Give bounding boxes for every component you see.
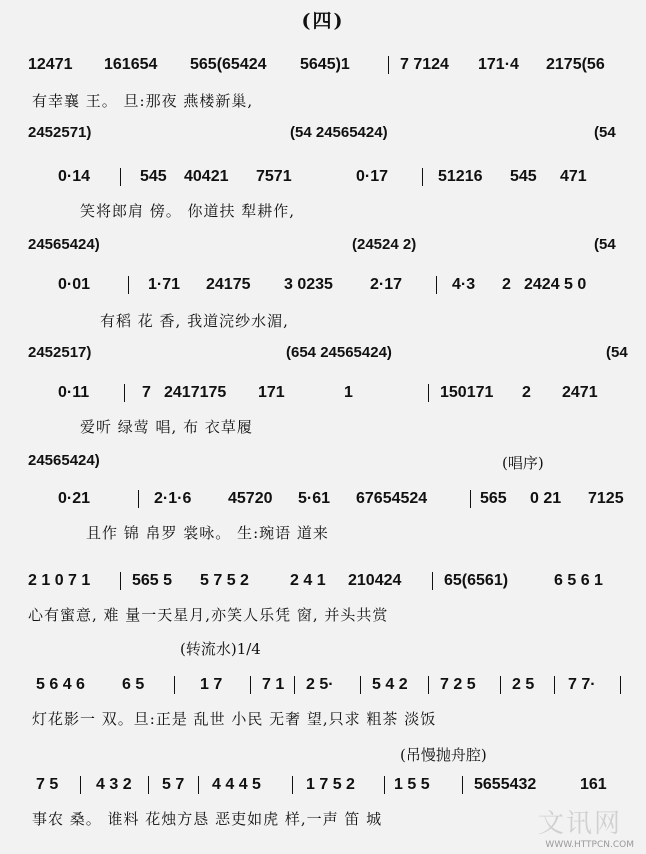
barline — [80, 776, 81, 794]
barline — [620, 676, 621, 694]
barline — [422, 168, 423, 186]
note-group: 1 5 5 — [394, 776, 430, 793]
lyric-row: 有幸襄 王。 旦:那夜 燕楼新巢, — [32, 92, 254, 110]
lyric-row: 有稻 花 香, 我道浣纱水湄, — [100, 312, 289, 330]
barline — [292, 776, 293, 794]
interlude: 24565424) — [28, 452, 100, 469]
watermark-url: WWW.HTTPCN.COM — [545, 840, 634, 850]
barline — [554, 676, 555, 694]
note-group: 1·71 — [148, 276, 181, 293]
section-header: (四) — [301, 10, 345, 32]
note-group: 7 7124 — [400, 56, 449, 73]
note-group: 2417175 — [164, 384, 227, 401]
barline — [428, 676, 429, 694]
note-group: 7 2 5 — [440, 676, 476, 693]
barline — [294, 676, 295, 694]
barline — [436, 276, 437, 294]
lyric-row: 灯花影一 双。旦:正是 乱世 小民 无奢 望,只求 粗茶 淡饭 — [32, 710, 437, 728]
note-group: 2175(56 — [546, 56, 605, 73]
note-group: 40421 — [184, 168, 229, 185]
note-group: 0·14 — [58, 168, 91, 185]
barline — [360, 676, 361, 694]
note-group: 2424 5 0 — [524, 276, 587, 293]
note-group: 171·4 — [478, 56, 519, 73]
tempo-mark: (唱序) — [502, 454, 544, 472]
note-group: 5 7 — [162, 776, 185, 793]
lyric-row: 笑将郎肩 傍。 你道扶 犁耕作, — [80, 202, 296, 220]
note-group: 65(6561) — [444, 572, 509, 589]
note-group: 6 5 6 1 — [554, 572, 603, 589]
note-group: 471 — [560, 168, 587, 185]
note-group: 7 1 — [262, 676, 285, 693]
note-group: 2 5 — [512, 676, 535, 693]
barline — [174, 676, 175, 694]
interlude: (54 — [594, 236, 616, 253]
note-group: 5 7 5 2 — [200, 572, 249, 589]
note-group: 7 — [142, 384, 151, 401]
interlude: 2452571) — [28, 124, 92, 141]
note-group: 5·61 — [298, 490, 331, 507]
note-group: 12471 — [28, 56, 73, 73]
note-group: 2 4 1 — [290, 572, 326, 589]
note-group: 45720 — [228, 490, 273, 507]
note-group: 5655432 — [474, 776, 537, 793]
barline — [250, 676, 251, 694]
lyric-row: 爱听 绿莺 唱, 布 衣草履 — [80, 418, 253, 436]
note-group: 2 5· — [306, 676, 334, 693]
interlude: (54 — [594, 124, 616, 141]
barline — [128, 276, 129, 294]
tempo-mark: (吊慢抛舟腔) — [400, 746, 487, 764]
barline — [120, 168, 121, 186]
interlude: 2452517) — [28, 344, 92, 361]
note-group: 7125 — [588, 490, 624, 507]
note-group: 0·17 — [356, 168, 389, 185]
note-group: 7 7· — [568, 676, 596, 693]
note-group: 1 7 5 2 — [306, 776, 355, 793]
barline — [500, 676, 501, 694]
note-group: 51216 — [438, 168, 483, 185]
barline — [148, 776, 149, 794]
note-group: 150171 — [440, 384, 494, 401]
note-group: 24175 — [206, 276, 251, 293]
note-group: 5645)1 — [300, 56, 350, 73]
barline — [384, 776, 385, 794]
lyric-row: 事农 桑。 谁料 花烛方恳 恶吏如虎 样,一声 笛 城 — [32, 810, 383, 828]
barline — [470, 490, 471, 508]
interlude: (24524 2) — [352, 236, 417, 253]
note-group: 7 5 — [36, 776, 59, 793]
note-group: 1 — [344, 384, 353, 401]
note-group: 67654524 — [356, 490, 428, 507]
tempo-mark: (转流水)1/4 — [180, 640, 261, 658]
note-group: 210424 — [348, 572, 402, 589]
note-group: 2·1·6 — [154, 490, 192, 507]
barline — [124, 384, 125, 402]
note-group: 4·3 — [452, 276, 476, 293]
note-group: 7571 — [256, 168, 292, 185]
barline — [198, 776, 199, 794]
lyric-row: 且作 锦 帛罗 裳咏。 生:琬语 道来 — [86, 524, 329, 542]
barline — [138, 490, 139, 508]
note-group: 4 3 2 — [96, 776, 132, 793]
barline — [120, 572, 121, 590]
note-group: 0·11 — [58, 384, 90, 401]
note-group: 0·21 — [58, 490, 91, 507]
note-group: 565 — [480, 490, 507, 507]
lyric-row: 心有蜜意, 难 量一天星月,亦笑人乐凭 窗, 并头共赏 — [28, 606, 389, 624]
note-group: 0·01 — [58, 276, 91, 293]
note-group: 2 — [502, 276, 511, 293]
note-group: 2471 — [562, 384, 598, 401]
note-group: 1 7 — [200, 676, 223, 693]
note-group: 2·17 — [370, 276, 403, 293]
note-group: 565 5 — [132, 572, 173, 589]
interlude: 24565424) — [28, 236, 100, 253]
note-group: 6 5 — [122, 676, 145, 693]
note-group: 3 0235 — [284, 276, 333, 293]
note-group: 545 — [510, 168, 537, 185]
note-group: 565(65424 — [190, 56, 267, 73]
note-group: 171 — [258, 384, 285, 401]
note-group: 161 — [580, 776, 607, 793]
watermark-logo: 文讯网 — [537, 809, 622, 839]
barline — [432, 572, 433, 590]
interlude: (654 24565424) — [286, 344, 392, 361]
note-group: 5 6 4 6 — [36, 676, 85, 693]
barline — [388, 56, 389, 74]
note-group: 0 21 — [530, 490, 562, 507]
note-group: 2 1 0 7 1 — [28, 572, 91, 589]
barline — [462, 776, 463, 794]
note-group: 2 — [522, 384, 531, 401]
barline — [428, 384, 429, 402]
note-group: 4 4 4 5 — [212, 776, 261, 793]
note-group: 5 4 2 — [372, 676, 408, 693]
note-group: 545 — [140, 168, 167, 185]
interlude: (54 — [606, 344, 628, 361]
interlude: (54 24565424) — [290, 124, 388, 141]
note-group: 161654 — [104, 56, 158, 73]
